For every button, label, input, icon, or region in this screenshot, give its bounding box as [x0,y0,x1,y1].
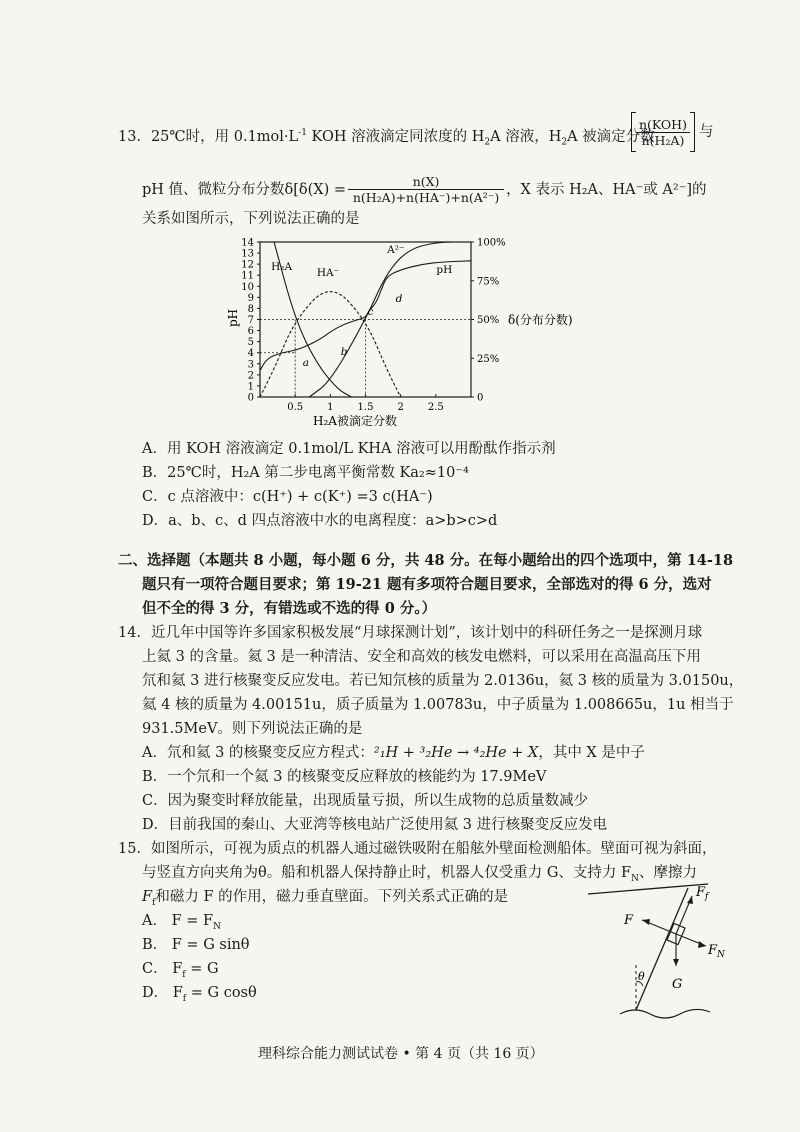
q13-option-b: B．25℃时，H₂A 第二步电离平衡常数 Ka₂≈10⁻⁴ [142,465,469,481]
q14-option-b: B．一个氘和一个氦 3 的核聚变反应释放的核能约为 17.9MeV [142,769,547,785]
point-label-d: d [395,292,403,305]
series-ph-curve [260,261,471,371]
q13-line2: pH 值、微粒分布分数δ[δ(X) = $\frac{n(X)}{\text{n(H₂A)+n(HA⁻)+n(A²⁻)}}$ ，X 表示 H₂A、HA⁻或 A²⁻]的 [142,174,707,205]
x-tick-label: 0.5 [287,402,304,413]
left-tick-label: 4 [247,348,254,360]
q14-line1: 14．近几年中国等许多国家积极发展“月球探测计划”，该计划中的科研任务之一是探测月球 [118,625,703,641]
q15-line3: $F_f$和磁力 F 的作用，磁力垂直壁面。下列关系式正确的是 [142,889,509,908]
section2-line2: 题只有一项符合题目要求；第 19-21 题有多项符合题目要求，全部选对的得 6 分，选对 [142,576,712,593]
left-tick-label: 9 [247,292,254,304]
q13-option-d: D．a、b、c、d 四点溶液中水的电离程度：a>b>c>d [142,513,498,529]
titration-chart [225,232,573,432]
q14-option-c: C．因为聚变时释放能量，出现质量亏损，所以生成物的总质量数减少 [142,793,589,809]
left-tick-label: 0 [247,392,254,404]
right-tick-label: 0 [477,392,484,404]
curve-label-ph: pH [436,264,453,276]
q13-option-c: C．c 点溶液中：c(H⁺) + c(K⁺) =3 c(HA⁻) [142,489,433,505]
left-tick-label: 11 [241,270,254,282]
y-right-label: δ(分布分数) [508,313,573,327]
q14-line5: 931.5MeV。则下列说法正确的是 [142,721,363,737]
left-tick-label: 12 [241,259,254,271]
left-tick-label: 1 [247,381,254,393]
right-tick-label: 25% [477,353,500,365]
label-theta: θ [638,970,645,983]
q15-option-c: C． $F_f = G$ [142,961,219,980]
x-tick-label: 1 [327,402,334,413]
curve-label-ha: HA⁻ [316,267,340,280]
left-tick-label: 8 [247,303,254,315]
section2-line3: 但不全的得 3 分，有错选或不选的得 0 分。） [142,600,437,617]
q15-line1: 15．如图所示，可视为质点的机器人通过磁铁吸附在船舷外壁面检测船体。壁面可视为斜面， [118,841,717,857]
left-tick-label: 6 [247,326,254,338]
robot-hull-figure [580,882,740,1032]
left-tick-label: 10 [241,281,254,293]
x-tick-label: 2.5 [427,402,444,413]
label-Ff: $F_f$ [696,885,709,902]
label-F: F [624,913,634,928]
right-tick-label: 50% [477,315,500,326]
q13-line3: 关系如图所示，下列说法正确的是 [142,211,360,227]
q14-line2: 上氦 3 的含量。氦 3 是一种清洁、安全和高效的核发电燃料，可以采用在高温高压下用 [142,649,701,665]
page-footer: 理科综合能力测试试卷 • 第 4 页（共 16 页） [258,1046,544,1062]
label-G: G [672,977,683,992]
curve-label-a2: A²⁻ [387,243,405,256]
left-tick-label: 14 [241,237,254,249]
q14-option-a: A．氘和氦 3 的核聚变反应方程式：²₁H + ³₂He → ⁴₂He + X，其中 X 是中子 [142,745,645,761]
curve-label-h2a: H₂A [271,260,293,273]
left-tick-label: 13 [241,248,254,260]
q14-option-d: D．目前我国的秦山、大亚湾等核电站广泛使用氦 3 进行核聚变反应发电 [142,817,608,833]
left-tick-label: 2 [247,370,254,382]
q15-option-d: D． $F_f = G$ cosθ [142,985,257,1004]
q15-option-a: A． $F = F_N$ [142,913,221,932]
q14-line3: 氘和氦 3 进行核聚变反应发电。若已知氘核的质量为 2.0136u，氦 3 核的质量为 3.0150u， [142,673,744,689]
q14-line4: 氦 4 核的质量为 4.00151u，质子质量为 1.00783u，中子质量为 1.008665u，1u 相当于 [142,697,734,713]
left-tick-label: 7 [247,315,254,326]
q13-fraction-bracket: $\frac{\text{n(KOH)}}{\text{n(H₂A)}}$ 与 [631,112,713,152]
point-label-b: b [340,345,348,358]
x-tick-label: 2 [397,402,404,413]
section2-line1: 二、选择题（本题共 8 小题，每小题 6 分，共 48 分。在每小题给出的四个选项中，第 14-18 [118,552,734,569]
q13-line1: 13．25℃时，用 $0.1mol\cdot L^{-1}$ KOH 溶液滴定同浓度的 $H_2A$ 溶液，$H_2A$ 被滴定分数 [118,128,655,148]
q13-option-a: A．用 KOH 溶液滴定 0.1mol/L KHA 溶液可以用酚酞作指示剂 [142,441,556,457]
label-FN: $F_N$ [708,943,725,960]
point-label-c: c [367,306,374,319]
series-ha-curve [260,292,401,397]
y-left-label: pH [226,308,240,327]
point-label-a: a [302,357,310,369]
right-tick-label: 100% [477,237,506,249]
water-surface [620,1009,710,1018]
q15-option-b: B． F = G sinθ [142,937,250,953]
left-tick-label: 5 [247,337,254,349]
right-tick-label: 75% [477,276,500,288]
x-axis-label: H₂A被滴定分数 [313,414,397,428]
x-tick-label: 1.5 [357,402,374,413]
q15-line2: 与竖直方向夹角为θ。船和机器人保持静止时，机器人仅受重力 G、支持力 $F_N$、摩擦力 [142,865,697,884]
hull-top-edge [588,884,708,894]
left-tick-label: 3 [247,359,254,371]
